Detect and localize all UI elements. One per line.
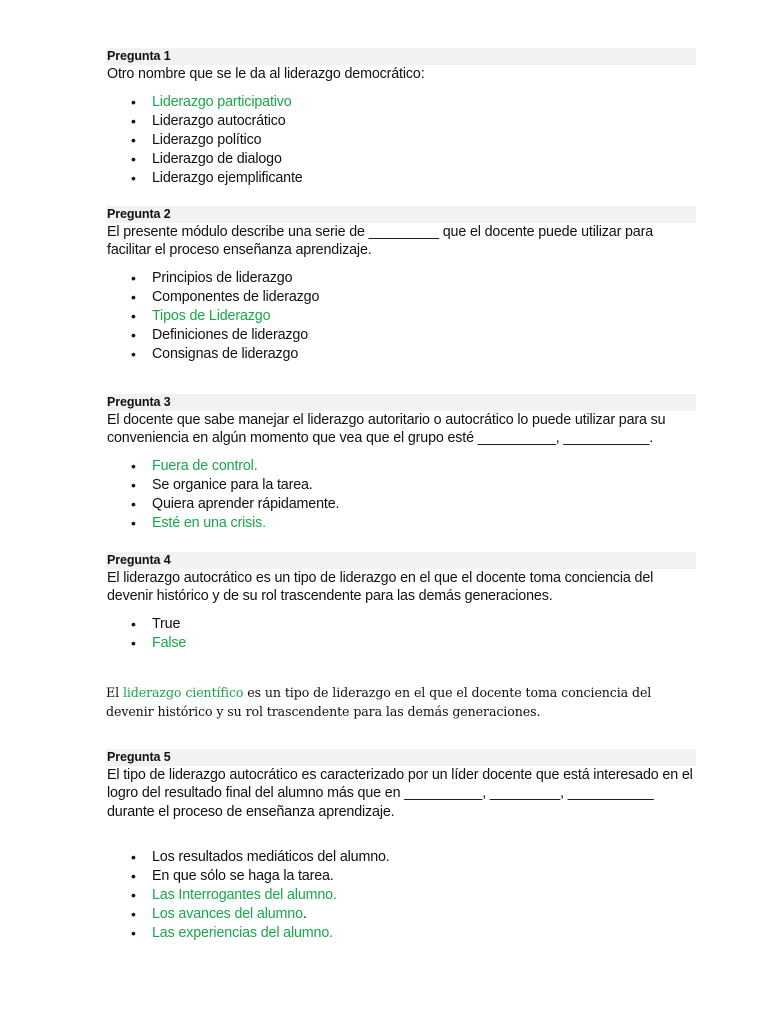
option-label: Componentes de liderazgo	[152, 288, 320, 305]
question-3	[106, 394, 696, 533]
bullet-icon: •	[131, 345, 136, 362]
option-label: Liderazgo político	[152, 131, 262, 148]
question-header: Pregunta 4	[106, 552, 696, 569]
bullet-icon: •	[131, 131, 136, 148]
option-item	[131, 905, 696, 924]
option-list	[106, 848, 696, 943]
bullet-icon: •	[131, 326, 136, 343]
bullet-icon: •	[131, 307, 136, 324]
option-list	[106, 457, 696, 533]
option-label: Liderazgo autocrático	[152, 112, 286, 129]
option-item	[131, 288, 696, 307]
question-text: El docente que sabe manejar el liderazgo autoritario o autocrático lo puede utilizar para su conveniencia en algún momento que vea que el grupo esté __________, ___________.	[107, 411, 666, 446]
bullet-icon: •	[131, 457, 136, 474]
option-label: Se organice para la tarea.	[152, 476, 313, 493]
bullet-icon: •	[131, 615, 136, 632]
option-item	[131, 886, 696, 905]
bullet-icon: •	[131, 288, 136, 305]
question-header: Pregunta 3	[106, 394, 696, 411]
bullet-icon: •	[131, 93, 136, 110]
bullet-icon: •	[131, 887, 136, 903]
option-label: Las experiencias del alumno.	[152, 925, 333, 941]
bullet-icon: •	[131, 169, 136, 186]
option-list	[106, 93, 696, 188]
option-label: Definiciones de liderazgo	[152, 326, 308, 343]
option-label: Liderazgo ejemplificante	[152, 169, 303, 186]
option-label: En que sólo se haga la tarea.	[152, 868, 334, 884]
note-highlight: liderazgo científico	[122, 684, 244, 700]
bullet-icon: •	[131, 495, 136, 512]
question-2	[106, 206, 696, 364]
option-item	[131, 150, 696, 169]
option-label: Esté en una crisis.	[152, 514, 266, 531]
option-item	[131, 615, 696, 634]
option-item	[131, 867, 696, 886]
note-text-end: es un tipo de liderazgo en el que el docente toma conciencia del devenir histórico y su rol trascendente para las demás generaciones.	[106, 684, 652, 719]
option-list	[106, 269, 696, 364]
option-label: Quiera aprender rápidamente.	[152, 495, 340, 512]
bullet-icon: •	[131, 514, 136, 531]
option-label: Liderazgo participativo	[152, 93, 292, 110]
option-label: Los avances del alumno	[152, 906, 303, 922]
option-item	[131, 307, 696, 326]
option-label: Las Interrogantes del alumno.	[152, 887, 337, 903]
quiz-document	[106, 48, 696, 943]
question-text: El liderazgo autocrático es un tipo de liderazgo en el que el docente toma conciencia del devenir histórico y de su rol trascendente para las demás generaciones.	[107, 569, 654, 604]
option-item	[131, 514, 696, 533]
note-text-start: El	[106, 684, 123, 700]
option-item	[131, 848, 696, 867]
answer-explanation	[106, 683, 696, 721]
question-text: El presente módulo describe una serie de _________ que el docente puede utilizar para facilitar el proceso enseñanza aprendizaje.	[107, 223, 654, 258]
question-4	[106, 552, 696, 653]
question-1	[106, 48, 696, 188]
option-item	[131, 93, 696, 112]
option-item	[131, 131, 696, 150]
bullet-icon: •	[131, 269, 136, 286]
option-label: Liderazgo de dialogo	[152, 150, 282, 167]
question-5	[106, 749, 696, 944]
option-item	[131, 495, 696, 514]
option-label: True	[152, 615, 181, 632]
question-header: Pregunta 2	[106, 206, 696, 223]
bullet-icon: •	[131, 634, 136, 651]
option-item	[131, 457, 696, 476]
option-suffix: .	[302, 906, 307, 922]
option-list	[106, 615, 696, 653]
bullet-icon: •	[131, 150, 136, 167]
option-item	[131, 326, 696, 345]
option-label: Principios de liderazgo	[152, 269, 293, 286]
question-text: Otro nombre que se le da al liderazgo democrático:	[107, 66, 425, 82]
question-header: Pregunta 5	[106, 749, 696, 766]
bullet-icon: •	[131, 925, 136, 941]
option-label: Tipos de Liderazgo	[152, 307, 271, 324]
option-item	[131, 476, 696, 495]
question-header: Pregunta 1	[106, 48, 696, 65]
option-label: Fuera de control.	[152, 457, 258, 474]
option-item	[131, 924, 696, 943]
option-item	[131, 112, 696, 131]
bullet-icon: •	[131, 112, 136, 129]
option-label: False	[152, 634, 187, 651]
option-item	[131, 169, 696, 188]
question-text: El tipo de liderazgo autocrático es caracterizado por un líder docente que está interesado en el logro del resultado final del alumno más que en __________, _________, ___________ durante el proceso de enseñanza aprendizaje.	[107, 766, 693, 820]
bullet-icon: •	[131, 906, 136, 922]
option-item	[131, 269, 696, 288]
bullet-icon: •	[131, 849, 136, 865]
option-item	[131, 634, 696, 653]
option-label: Los resultados mediáticos del alumno.	[152, 849, 390, 865]
option-item	[131, 345, 696, 364]
bullet-icon: •	[131, 476, 136, 493]
bullet-icon: •	[131, 868, 136, 884]
option-label: Consignas de liderazgo	[152, 345, 299, 362]
